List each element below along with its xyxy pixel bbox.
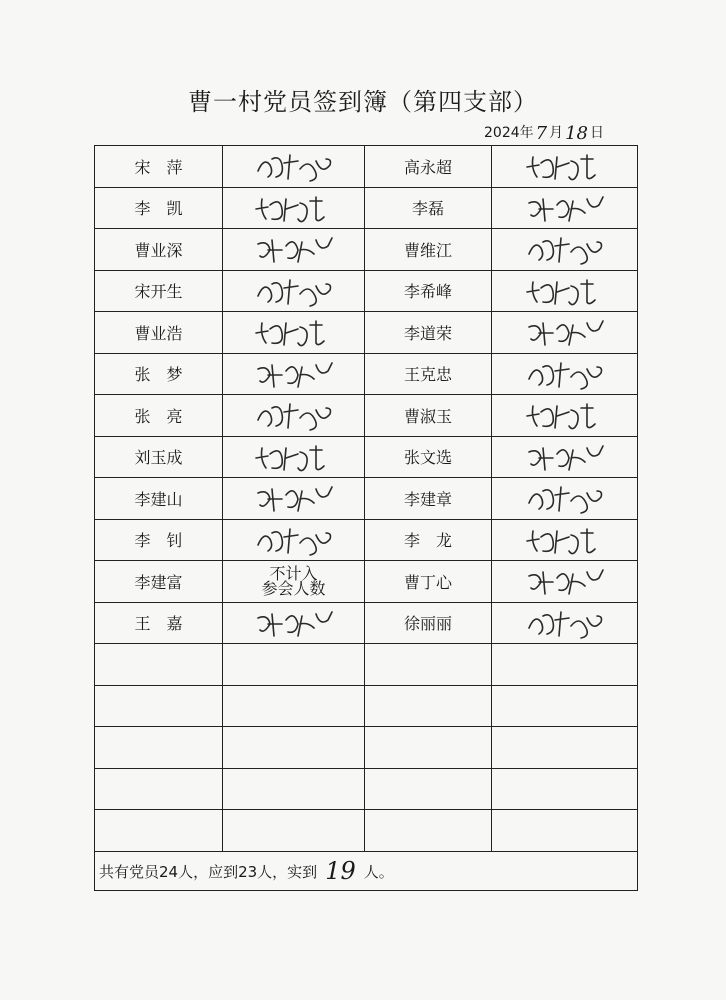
member-row bbox=[95, 270, 638, 312]
empty-cell bbox=[223, 644, 365, 686]
handwritten-signature bbox=[520, 232, 610, 266]
handwritten-signature bbox=[249, 398, 339, 432]
handwritten-signature bbox=[520, 523, 610, 557]
member-row bbox=[95, 229, 638, 271]
member-name-left: 王 嘉 bbox=[95, 602, 223, 644]
page-title: 曹一村党员签到簿（第四支部） bbox=[188, 88, 538, 116]
empty-cell bbox=[492, 768, 638, 810]
handwritten-signature bbox=[249, 606, 339, 640]
handwritten-signature bbox=[520, 564, 610, 598]
empty-cell bbox=[492, 644, 638, 686]
empty-row bbox=[95, 685, 638, 727]
member-name-left: 李 钊 bbox=[95, 519, 223, 561]
date-day-suffix: 日 bbox=[590, 125, 604, 141]
signature-cell bbox=[223, 519, 365, 561]
handwritten-signature bbox=[520, 357, 610, 391]
note-line-1: 不计入 bbox=[269, 564, 318, 584]
empty-cell bbox=[95, 644, 223, 686]
signature-cell bbox=[223, 602, 365, 644]
handwritten-signature bbox=[520, 315, 610, 349]
signature-cell bbox=[492, 187, 638, 229]
handwritten-signature bbox=[249, 481, 339, 515]
signature-cell bbox=[223, 312, 365, 354]
member-name-left: 宋开生 bbox=[95, 270, 223, 312]
member-name-left: 曹业浩 bbox=[95, 312, 223, 354]
member-row bbox=[95, 478, 638, 520]
member-name-right: 李 龙 bbox=[365, 519, 492, 561]
empty-cell bbox=[223, 810, 365, 852]
handwritten-signature bbox=[520, 149, 610, 183]
signature-cell bbox=[223, 229, 365, 271]
handwritten-signature bbox=[520, 606, 610, 640]
handwritten-signature bbox=[249, 191, 339, 225]
empty-cell bbox=[492, 727, 638, 769]
signature-cell bbox=[492, 478, 638, 520]
date-day: 18 bbox=[565, 123, 588, 144]
signature-cell bbox=[223, 187, 365, 229]
empty-row bbox=[95, 768, 638, 810]
signature-cell bbox=[492, 561, 638, 603]
member-name-left: 李建山 bbox=[95, 478, 223, 520]
signature-cell bbox=[492, 353, 638, 395]
attended-count: 19 bbox=[325, 856, 356, 885]
empty-cell bbox=[95, 727, 223, 769]
date-month: 7 bbox=[535, 123, 548, 144]
signature-cell bbox=[223, 270, 365, 312]
member-row bbox=[95, 395, 638, 437]
member-name-right: 李建章 bbox=[365, 478, 492, 520]
signature-cell bbox=[223, 353, 365, 395]
member-name-right: 曹维江 bbox=[365, 229, 492, 271]
handwritten-signature bbox=[249, 274, 339, 308]
member-row bbox=[95, 146, 638, 188]
empty-cell bbox=[365, 685, 492, 727]
summary-prefix: 共有党员24人，应到23人，实到 bbox=[99, 862, 318, 881]
empty-cell bbox=[223, 727, 365, 769]
handwritten-signature bbox=[520, 481, 610, 515]
empty-cell bbox=[95, 768, 223, 810]
member-name-right: 李希峰 bbox=[365, 270, 492, 312]
empty-cell bbox=[365, 810, 492, 852]
signature-cell bbox=[223, 436, 365, 478]
handwritten-signature bbox=[249, 149, 339, 183]
empty-cell bbox=[492, 810, 638, 852]
member-name-right: 李道荣 bbox=[365, 312, 492, 354]
absence-note bbox=[223, 561, 365, 603]
handwritten-signature bbox=[249, 232, 339, 266]
empty-row bbox=[95, 727, 638, 769]
handwritten-signature bbox=[249, 357, 339, 391]
member-row bbox=[95, 312, 638, 354]
sign-in-table bbox=[94, 145, 638, 891]
member-name-right: 曹丁心 bbox=[365, 561, 492, 603]
signature-cell bbox=[492, 395, 638, 437]
empty-row bbox=[95, 644, 638, 686]
empty-cell bbox=[365, 727, 492, 769]
member-row bbox=[95, 519, 638, 561]
member-name-right: 张文选 bbox=[365, 436, 492, 478]
member-name-right: 曹淑玉 bbox=[365, 395, 492, 437]
signature-cell bbox=[492, 602, 638, 644]
signature-cell bbox=[492, 519, 638, 561]
empty-cell bbox=[492, 685, 638, 727]
signature-cell bbox=[492, 312, 638, 354]
handwritten-signature bbox=[520, 398, 610, 432]
signature-cell bbox=[223, 146, 365, 188]
empty-cell bbox=[365, 768, 492, 810]
member-row bbox=[95, 436, 638, 478]
empty-row bbox=[95, 810, 638, 852]
handwritten-signature bbox=[249, 523, 339, 557]
member-name-left: 李建富 bbox=[95, 561, 223, 603]
signature-cell bbox=[492, 146, 638, 188]
handwritten-signature bbox=[520, 274, 610, 308]
date-year: 2024年 bbox=[484, 125, 534, 141]
note-line-2: 参会人数 bbox=[261, 579, 326, 599]
summary-row bbox=[95, 851, 638, 890]
date-month-suffix: 月 bbox=[549, 125, 564, 141]
handwritten-signature bbox=[520, 440, 610, 474]
sign-in-date bbox=[484, 122, 604, 142]
signature-cell bbox=[492, 229, 638, 271]
member-name-right: 徐丽丽 bbox=[365, 602, 492, 644]
empty-cell bbox=[95, 810, 223, 852]
member-name-left: 宋 萍 bbox=[95, 146, 223, 188]
summary-suffix: 人。 bbox=[363, 862, 394, 881]
handwritten-signature bbox=[520, 191, 610, 225]
member-name-right: 高永超 bbox=[365, 146, 492, 188]
signature-cell bbox=[223, 478, 365, 520]
member-name-left: 曹业深 bbox=[95, 229, 223, 271]
handwritten-signature bbox=[249, 315, 339, 349]
member-row bbox=[95, 353, 638, 395]
member-name-left: 张 梦 bbox=[95, 353, 223, 395]
member-row bbox=[95, 187, 638, 229]
member-name-left: 李 凯 bbox=[95, 187, 223, 229]
member-row bbox=[95, 602, 638, 644]
signature-cell bbox=[223, 395, 365, 437]
signature-cell bbox=[492, 270, 638, 312]
member-name-right: 李磊 bbox=[365, 187, 492, 229]
empty-cell bbox=[223, 768, 365, 810]
member-name-left: 张 亮 bbox=[95, 395, 223, 437]
handwritten-signature bbox=[249, 440, 339, 474]
empty-cell bbox=[95, 685, 223, 727]
member-name-left: 刘玉成 bbox=[95, 436, 223, 478]
member-row bbox=[95, 561, 638, 603]
signature-cell bbox=[492, 436, 638, 478]
member-name-right: 王克忠 bbox=[365, 353, 492, 395]
empty-cell bbox=[365, 644, 492, 686]
empty-cell bbox=[223, 685, 365, 727]
attendance-summary bbox=[95, 851, 638, 890]
